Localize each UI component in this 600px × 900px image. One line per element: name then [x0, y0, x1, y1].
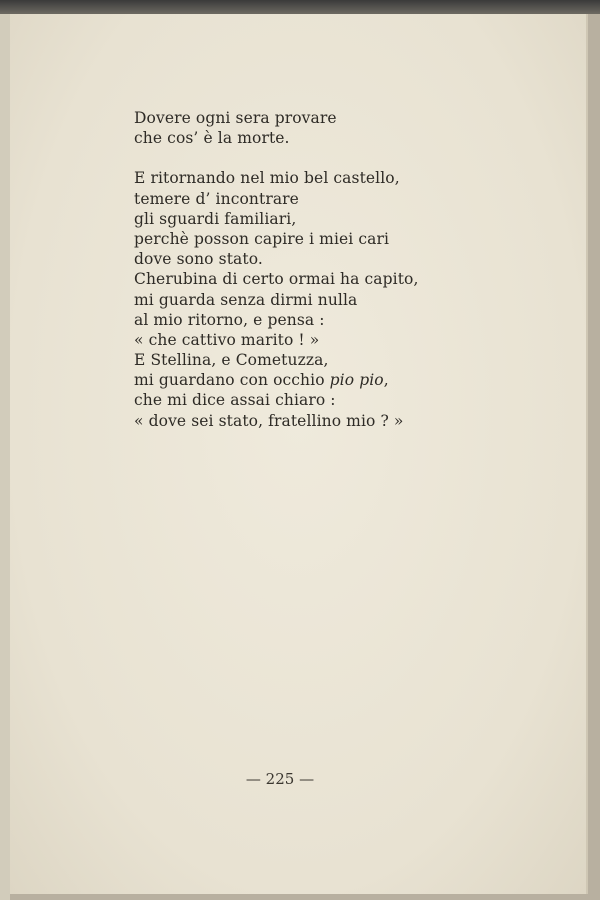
page-number: — 225 —	[245, 770, 315, 788]
stanza-break	[134, 148, 554, 168]
poem-text	[134, 108, 554, 431]
poem-line: E ritornando nel mio bel castello,	[134, 169, 400, 188]
poem-line: « che cattivo marito ! »	[134, 330, 320, 349]
poem-line: che cos’ è la morte.	[134, 129, 290, 148]
poem-line-pio	[134, 370, 554, 390]
poem-line: Dovere ogni sera provare	[134, 109, 337, 127]
poem-line: mi guarda senza dirmi nulla	[134, 290, 358, 309]
poem-line: Cherubina di certo ormai ha capito,	[134, 270, 419, 289]
poem-line: E Stellina, e Cometuzza,	[134, 351, 329, 370]
page-top-edge	[0, 0, 600, 14]
poem-line: perchè posson capire i miei cari	[134, 229, 390, 248]
poem-line: che mi dice assai chiaro :	[134, 391, 336, 410]
poem-italic-phrase: pio pio	[329, 371, 384, 390]
page-left-edge	[0, 14, 10, 900]
poem-line: gli sguardi familiari,	[134, 209, 297, 228]
poem-line: al mio ritorno, e pensa :	[134, 310, 325, 329]
poem-line: temere d’ incontrare	[134, 189, 299, 208]
poem-line-part: ,	[383, 371, 389, 390]
poem-line: « dove sei stato, fratellino mio ? »	[134, 411, 404, 430]
poem-line-part: mi guardano con occhio	[134, 371, 330, 390]
poem-line: dove sono stato.	[134, 250, 263, 269]
